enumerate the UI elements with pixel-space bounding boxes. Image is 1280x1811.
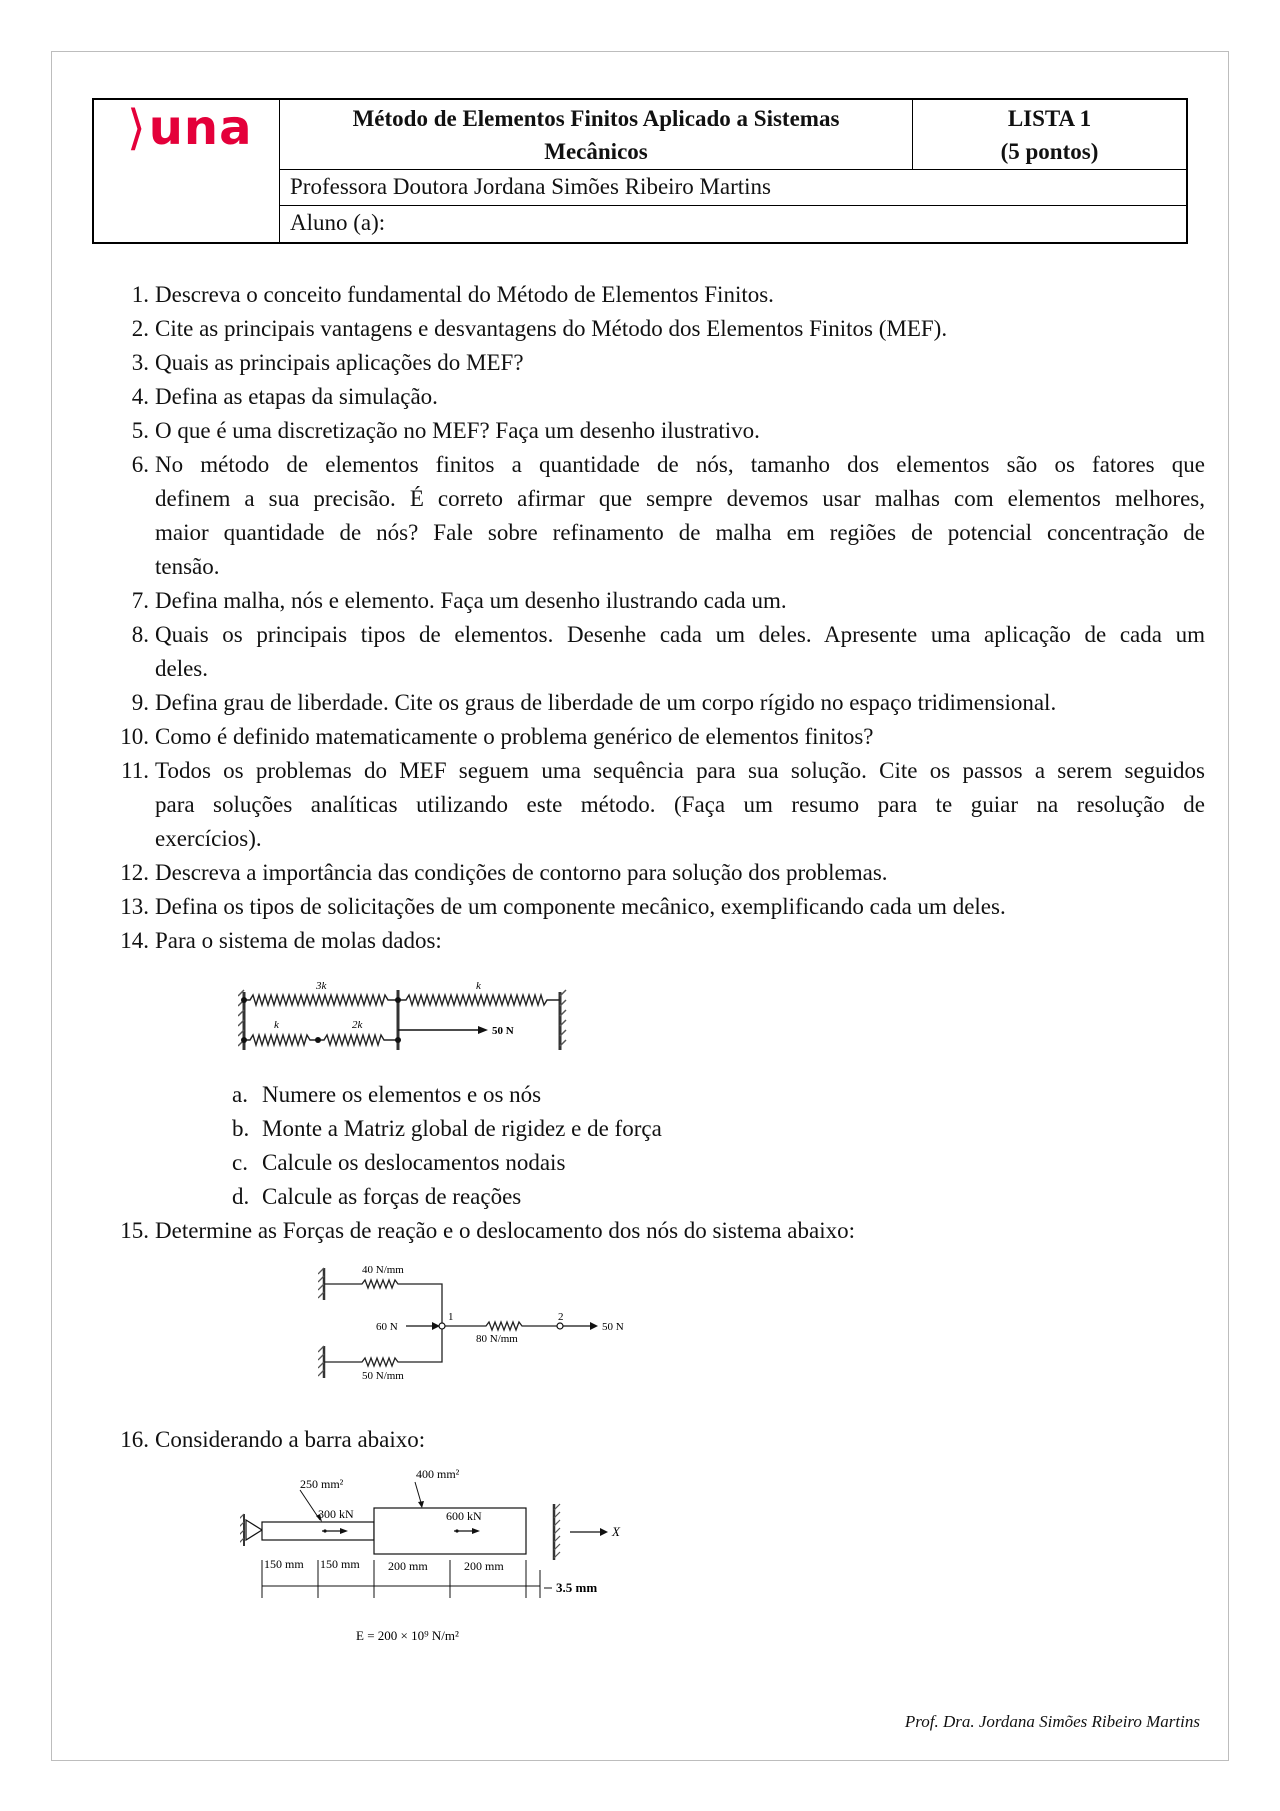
node-label-2: 2 — [558, 1311, 564, 1323]
question-line: definem a sua precisão. É correto afirmar que sempre devemos usar malhas com elementos melhores, — [155, 486, 1205, 511]
question-line: Defina as etapas da simulação. — [155, 384, 438, 409]
course-title: Método de Elementos Finitos Aplicado a Sistemas Mecânicos — [280, 100, 913, 170]
force-label-50n: 50 N — [492, 1025, 514, 1037]
spring-label-2k: 2k — [352, 1019, 363, 1031]
question-line: O que é uma discretização no MEF? Faça um desenho ilustrativo. — [155, 418, 760, 443]
modulus-label: E = 200 × 10⁹ N/m² — [356, 1628, 459, 1643]
question-line: Todos os problemas do MEF seguem uma sequência para sua solução. Cite os passos a serem seguidos — [155, 758, 1205, 783]
question-line: para soluções analíticas utilizando este método. (Faça um resumo para te guiar na resolução de — [155, 792, 1205, 817]
spring-system-figure — [238, 978, 572, 1058]
question-11: 11. Todos os problemas do MEF seguem uma sequência para sua solução. Cite os passos a serem seguidos para soluções analíticas utilizando este método. (Faça um resumo para te guiar na resolução de exercícios). — [155, 754, 1205, 856]
area-label-400: 400 mm² — [416, 1467, 460, 1481]
question-line: Como é definido matematicamente o problema genérico de elementos finitos? — [155, 724, 874, 749]
question-4: 4. Defina as etapas da simulação. — [155, 380, 1205, 414]
question-15: 15. Determine as Forças de reação e o deslocamento dos nós do sistema abaixo: — [120, 1218, 855, 1243]
load-label-300: 300 kN — [318, 1507, 354, 1521]
question-line: Defina grau de liberdade. Cite os graus de liberdade de um corpo rígido no espaço tridimensional. — [155, 690, 1057, 715]
question-line: Quais as principais aplicações do MEF? — [155, 350, 524, 375]
question-12: 12. Descreva a importância das condições de contorno para solução dos problemas. — [155, 856, 1205, 890]
gap-label: 3.5 mm — [556, 1580, 598, 1595]
q14-subitem: b. Monte a Matriz global de rigidez e de força — [232, 1116, 662, 1141]
una-logo: ⟩una — [127, 100, 253, 156]
question-line: Para o sistema de molas dados: — [155, 928, 442, 953]
question-7: 7. Defina malha, nós e elemento. Faça um desenho ilustrando cada um. — [155, 584, 1205, 618]
load-label-600: 600 kN — [446, 1509, 482, 1523]
spring-label-50: 50 N/mm — [362, 1370, 404, 1380]
force-label-60n: 60 N — [376, 1321, 398, 1333]
question-13: 13. Defina os tipos de solicitações de um componente mecânico, exemplificando cada um deles. — [155, 890, 1205, 924]
question-9: 9. Defina grau de liberdade. Cite os graus de liberdade de um corpo rígido no espaço tridimensional. — [155, 686, 1205, 720]
q14-subitem: c. Calcule os deslocamentos nodais — [232, 1150, 566, 1175]
question-line: maior quantidade de nós? Fale sobre refinamento de malha em regiões de potencial concentração de — [155, 520, 1205, 545]
student-field: Aluno (a): — [290, 210, 386, 235]
header-table — [92, 98, 1188, 244]
question-line: Defina malha, nós e elemento. Faça um desenho ilustrando cada um. — [155, 588, 787, 613]
question-line: No método de elementos finitos a quantidade de nós, tamanho dos elementos são os fatores que — [155, 452, 1205, 477]
question-2: 2. Cite as principais vantagens e desvantagens do Método dos Elementos Finitos (MEF). — [155, 312, 1205, 346]
question-line: Descreva o conceito fundamental do Método de Elementos Finitos. — [155, 282, 774, 307]
spring-label-k-right: k — [476, 980, 481, 992]
q14-subitem: d. Calcule as forças de reações — [232, 1184, 522, 1209]
professor-name: Professora Doutora Jordana Simões Ribeiro Martins — [280, 170, 1186, 206]
q14-subitem: a. Numere os elementos e os nós — [232, 1082, 542, 1107]
question-line: tensão. — [155, 554, 220, 579]
dim-200-1: 200 mm — [388, 1559, 428, 1573]
dim-150-2: 150 mm — [320, 1557, 360, 1571]
question-3: 3. Quais as principais aplicações do MEF? — [155, 346, 1205, 380]
spring-system-figure-2 — [318, 1260, 638, 1380]
spring-label-3k: 3k — [316, 980, 327, 992]
question-line: deles. — [155, 656, 209, 681]
question-14: 14. Para o sistema de molas dados: — [155, 924, 1205, 958]
question-line: Quais os principais tipos de elementos. Desenhe cada um deles. Apresente uma aplicação de cada um — [155, 622, 1205, 647]
dim-150-1: 150 mm — [264, 1557, 304, 1571]
logo-cell — [94, 100, 280, 242]
spring-label-k-bottom: k — [274, 1019, 279, 1031]
question-5: 5. O que é uma discretização no MEF? Faça um desenho ilustrativo. — [155, 414, 1205, 448]
question-line: Descreva a importância das condições de contorno para solução dos problemas. — [155, 860, 888, 885]
question-6: 6. No método de elementos finitos a quantidade de nós, tamanho dos elementos são os fatores que definem a sua precisão. É correto afirmar que sempre devemos usar malhas com elementos melhores, maior quantidade de nós? Fale sobre refinamento de malha em regiões de potencial concentração de tensão. — [155, 448, 1205, 584]
question-line: Cite as principais vantagens e desvantagens do Método dos Elementos Finitos (MEF). — [155, 316, 948, 341]
question-10: 10. Como é definido matematicamente o problema genérico de elementos finitos? — [155, 720, 1205, 754]
node-label-1: 1 — [448, 1311, 454, 1323]
bar-figure — [240, 1460, 640, 1650]
question-8: 8. Quais os principais tipos de elementos. Desenhe cada um deles. Apresente uma aplicação de cada um deles. — [155, 618, 1205, 686]
question-16: 16. Considerando a barra abaixo: — [120, 1427, 426, 1452]
axis-label-x: X — [612, 1524, 620, 1539]
list-title: LISTA 1 (5 pontos) — [913, 100, 1186, 170]
question-line: Defina os tipos de solicitações de um componente mecânico, exemplificando cada um deles. — [155, 894, 1006, 919]
spring-label-80: 80 N/mm — [476, 1333, 518, 1345]
area-label-250: 250 mm² — [300, 1477, 344, 1491]
question-1: 1. Descreva o conceito fundamental do Método de Elementos Finitos. — [155, 278, 1205, 312]
dim-200-2: 200 mm — [464, 1559, 504, 1573]
force-label-50n-right: 50 N — [602, 1321, 624, 1333]
spring-label-40: 40 N/mm — [362, 1264, 404, 1276]
footer-author: Prof. Dra. Jordana Simões Ribeiro Martins — [904, 1712, 1200, 1731]
question-line: exercícios). — [155, 826, 262, 851]
